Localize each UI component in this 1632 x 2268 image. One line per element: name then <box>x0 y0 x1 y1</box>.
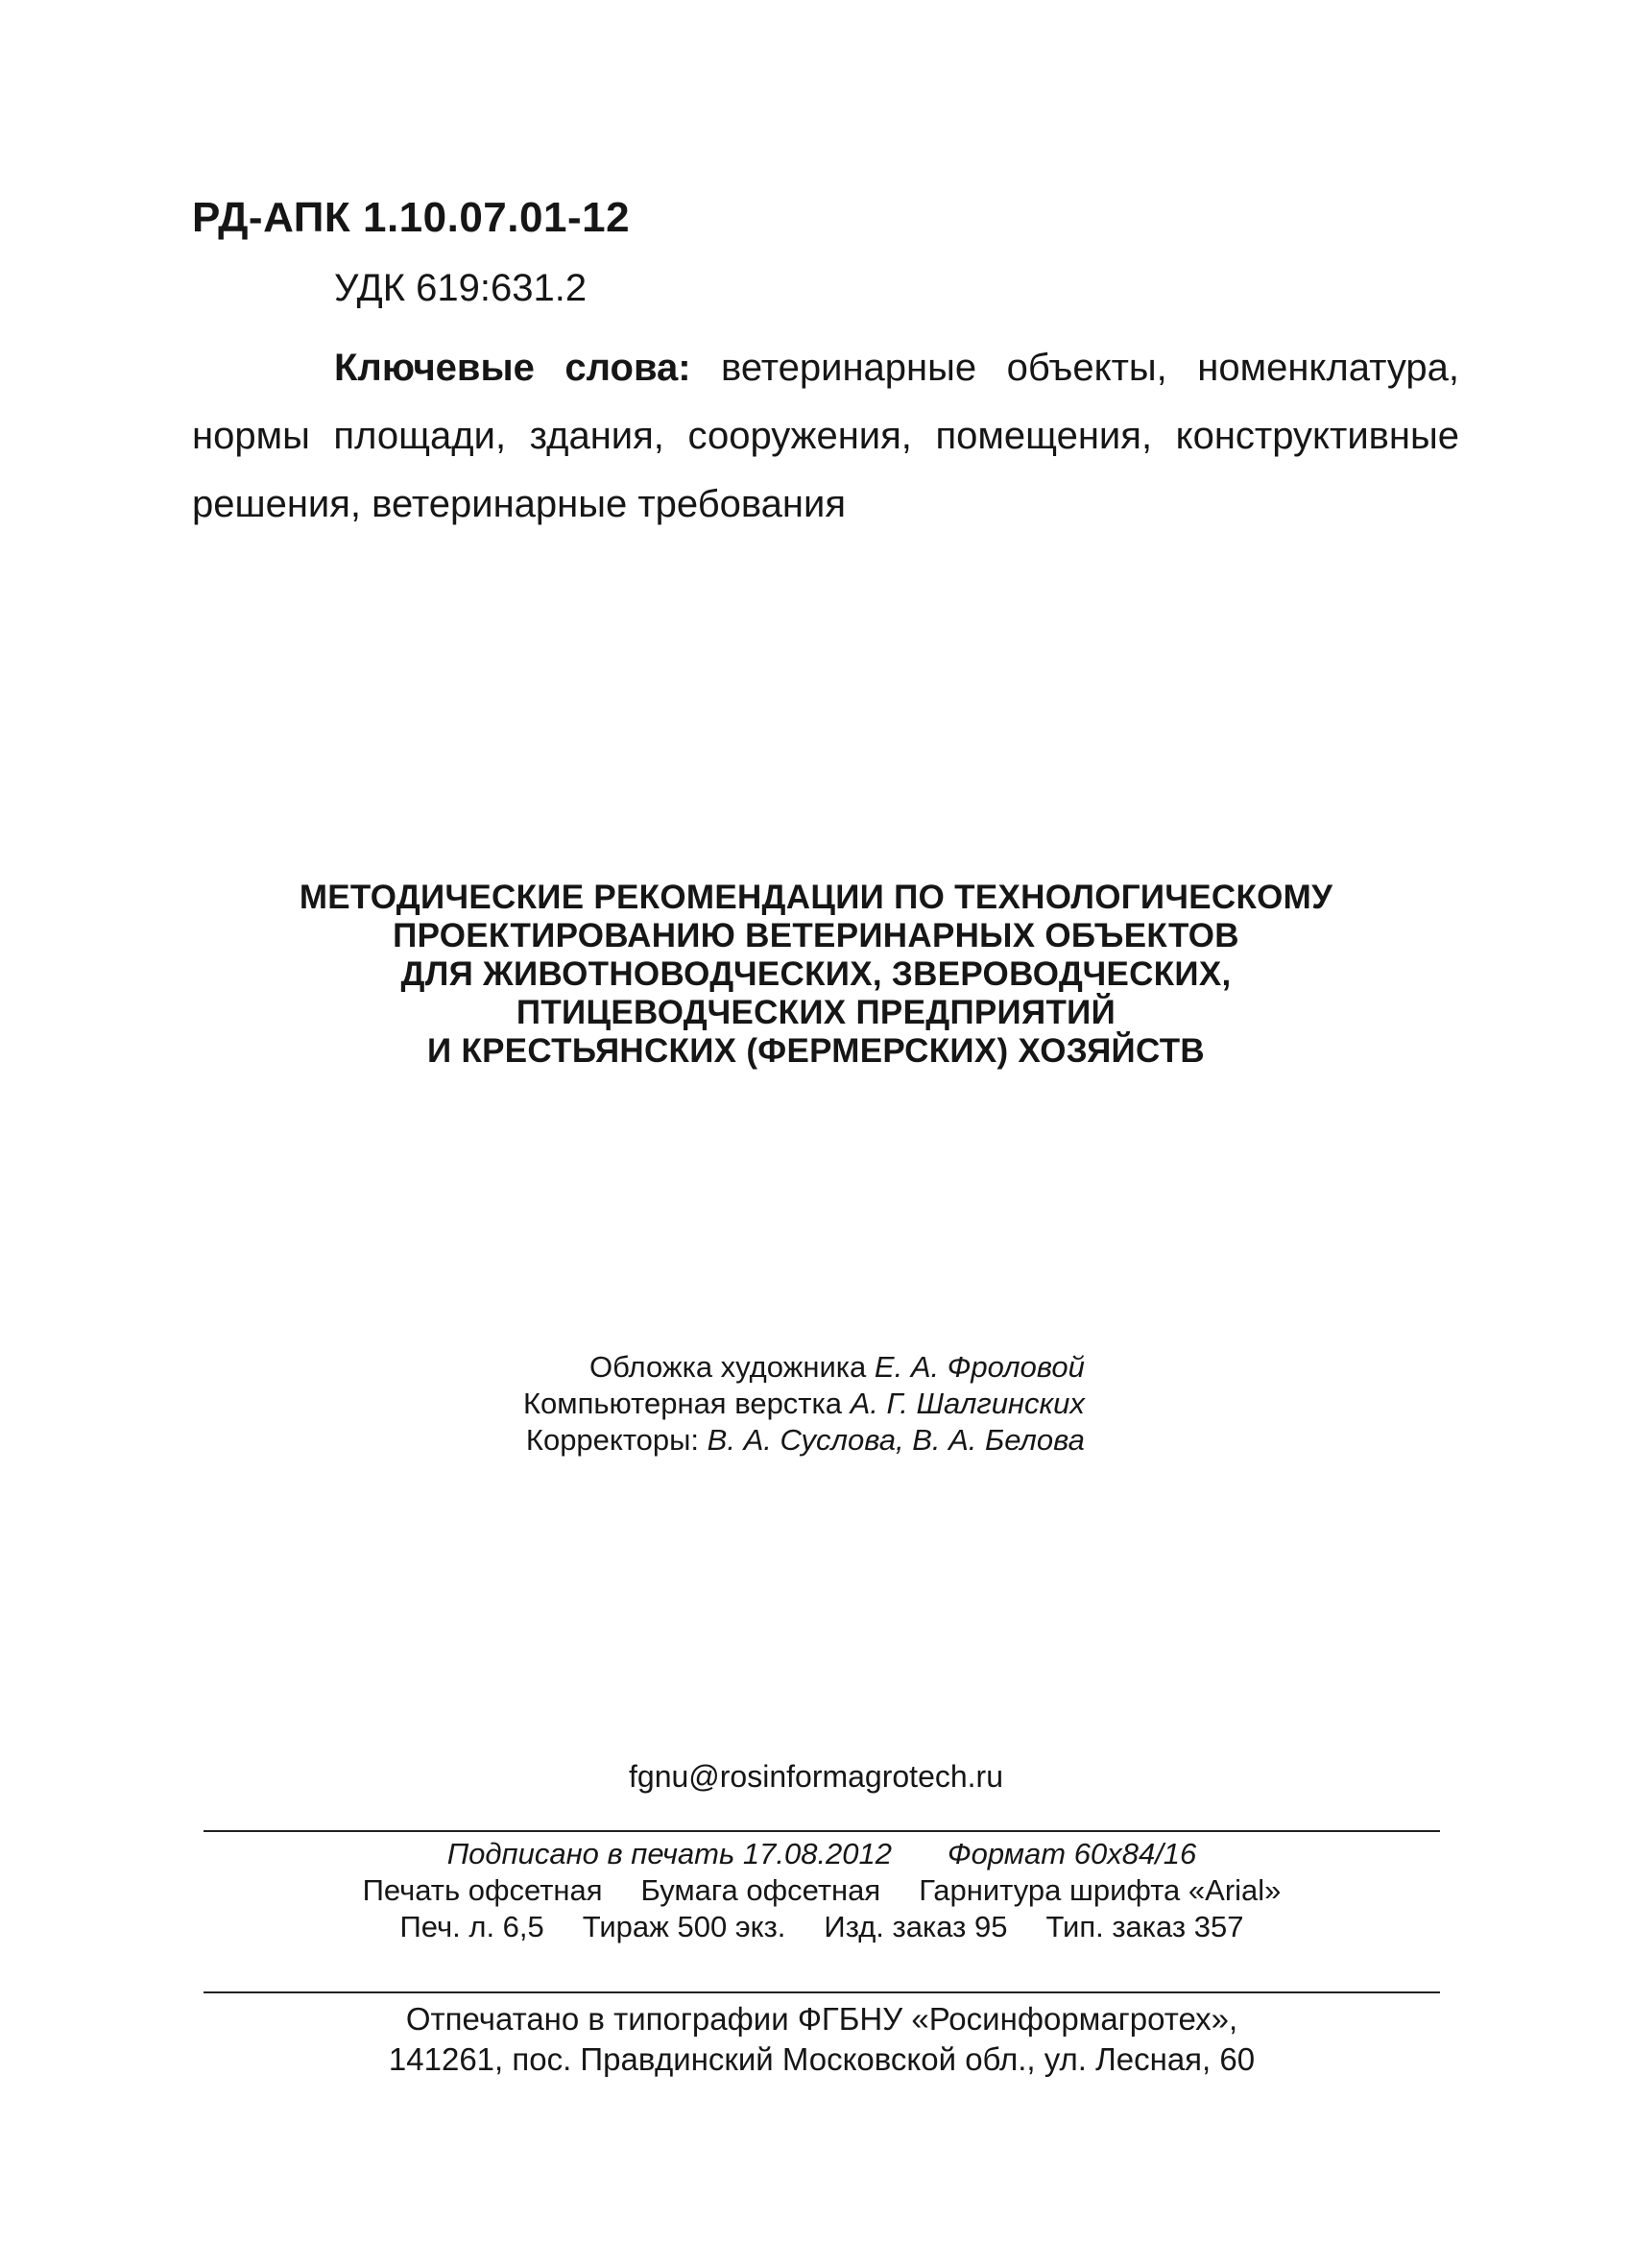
keywords-label: Ключевые слова: <box>334 347 691 389</box>
title-line: ДЛЯ ЖИВОТНОВОДЧЕСКИХ, ЗВЕРОВОДЧЕСКИХ, <box>400 955 1232 993</box>
imprint-row <box>204 1872 1440 1909</box>
imprint-signed: Подписано в печать 17.08.2012 <box>446 1837 893 1870</box>
credit-layout <box>523 1386 1085 1422</box>
udk-code: УДК 619:631.2 <box>334 267 588 309</box>
printer-line: 141261, пос. Правдинский Московской обл., ул. Лесная, 60 <box>388 2041 1256 2077</box>
title-line: ПТИЦЕВОДЧЕСКИХ ПРЕДПРИЯТИЙ <box>516 994 1116 1031</box>
title-line: И КРЕСТЬЯНСКИХ (ФЕРМЕРСКИХ) ХОЗЯЙСТВ <box>427 1032 1205 1070</box>
title-line: МЕТОДИЧЕСКИЕ РЕКОМЕНДАЦИИ ПО ТЕХНОЛОГИЧЕСКОМУ <box>299 879 1333 916</box>
credit-cover <box>523 1349 1085 1386</box>
imprint-block <box>204 1836 1440 1945</box>
credit-layout-name: А. Г. Шалгинских <box>850 1387 1085 1420</box>
credits-block <box>523 1349 1085 1459</box>
imprint-row <box>204 1909 1440 1945</box>
document-title <box>144 879 1488 1071</box>
keywords-paragraph <box>192 334 1459 539</box>
credit-layout-label: Компьютерная верстка <box>523 1387 851 1420</box>
imprint-sheets: Печ. л. 6,5 <box>399 1910 544 1943</box>
imprint-run: Тираж 500 экз. <box>582 1910 786 1943</box>
divider-top <box>204 1830 1440 1832</box>
keywords-text: ветеринарные объекты, номенклатура, нормы площади, здания, сооружения, помещения, конструктивные решения, ветеринарные требования <box>192 347 1459 525</box>
imprint-pub-order: Изд. заказ 95 <box>824 1910 1008 1943</box>
imprint-print-type: Печать офсетная <box>362 1873 603 1907</box>
credit-proof-names: В. А. Суслова, В. А. Белова <box>707 1423 1085 1457</box>
document-code: РД-АПК 1.10.07.01-12 <box>192 194 631 241</box>
imprint-print-order: Тип. заказ 357 <box>1045 1910 1244 1943</box>
credit-proof-label: Корректоры: <box>525 1423 708 1457</box>
title-line: ПРОЕКТИРОВАНИЮ ВЕТЕРИНАРНЫХ ОБЪЕКТОВ <box>393 917 1239 954</box>
credit-cover-name: Е. А. Фроловой <box>874 1350 1085 1384</box>
imprint-font: Гарнитура шрифта «Arial» <box>919 1873 1282 1907</box>
credit-proofreaders <box>523 1422 1085 1459</box>
imprint-paper: Бумага офсетная <box>640 1873 881 1907</box>
imprint-row <box>204 1836 1440 1872</box>
divider-bottom <box>204 1991 1440 1993</box>
imprint-format: Формат 60x84/16 <box>948 1837 1197 1870</box>
printer-info <box>204 1999 1440 2080</box>
printer-line: Отпечатано в типографии ФГБНУ «Росинформагротех», <box>405 2001 1238 2037</box>
contact-email: fgnu@rosinformagrotech.ru <box>629 1759 1003 1794</box>
credit-cover-label: Обложка художника <box>589 1350 875 1384</box>
